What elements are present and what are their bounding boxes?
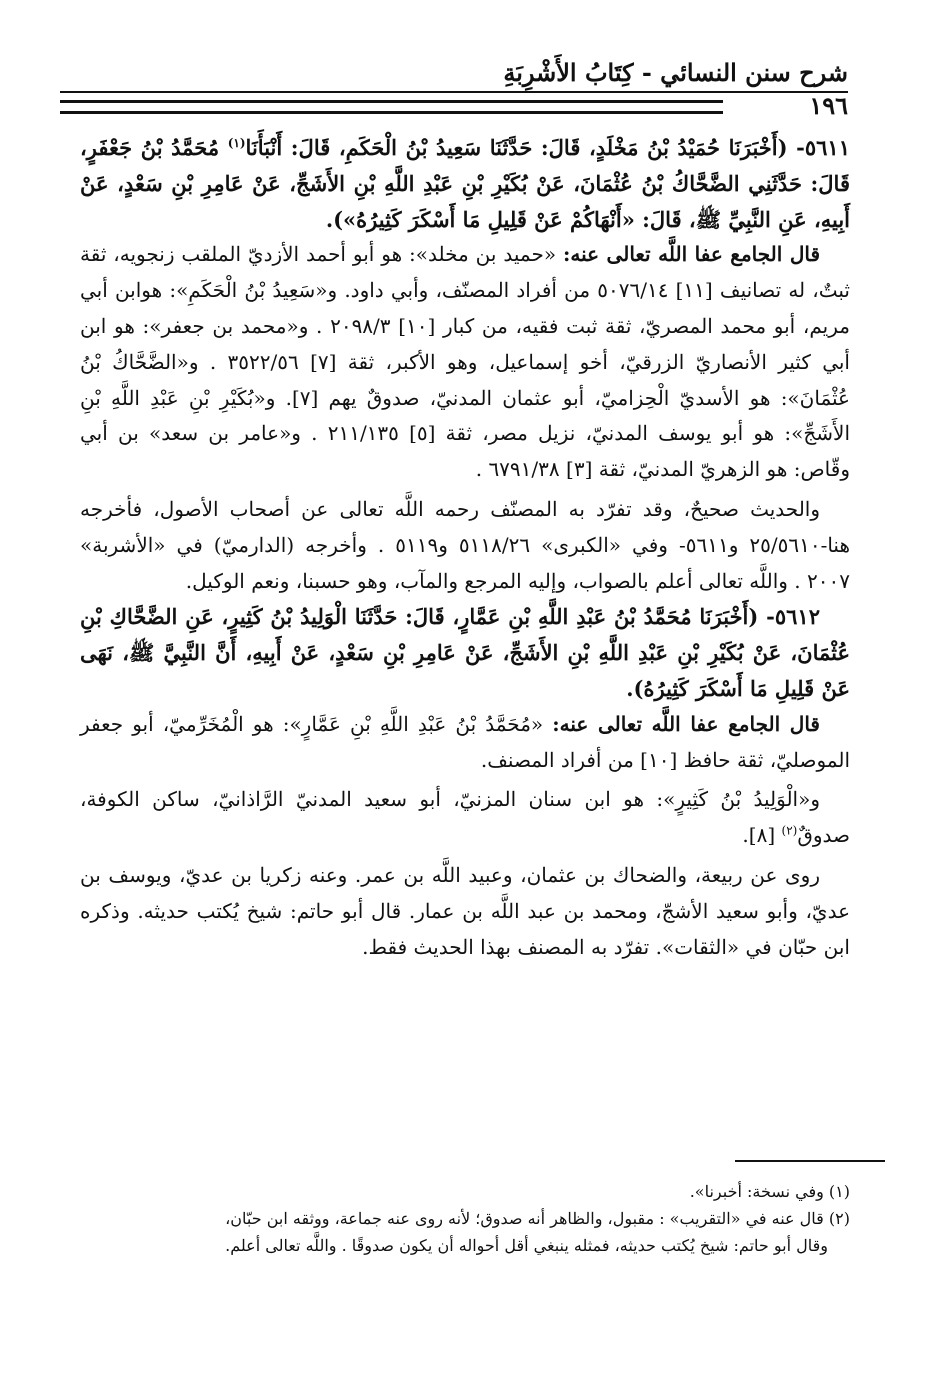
commentary-heading: قال الجامع عفا اللَّه تعالى عنه: bbox=[562, 242, 821, 267]
commentary-4-text-cont: [٨]. bbox=[742, 823, 782, 848]
commentary-paragraph-4 bbox=[80, 782, 850, 854]
header-rule bbox=[60, 91, 848, 93]
footnote-separator bbox=[735, 1160, 885, 1162]
commentary-paragraph-2: والحديث صحيحٌ، وقد تفرّد به المصنّف رحمه اللَّه تعالى عن أصحاب الأصول، فأخرجه هنا-٢٥/٥٦١٠ و٥٦١١- وفي «الكبرى» ٥١١٨/٢٦ و٥١١٩ . وأخرجه (الدارميّ) في «الأشربة» ٢٠٠٧ . واللَّه تعالى أعلم بالصواب، وإليه المرجع والمآب، وهو حسبنا، ونعم الوكيل. bbox=[80, 496, 851, 593]
commentary-4-text: و«الْوَلِيدُ بْنُ كَثِيرٍ»: هو ابن سنان المزنيّ، أبو سعيد المدنيّ الرَّاذانيّ، ساكن الكوفة، صدوقٌ bbox=[80, 787, 850, 848]
commentary-paragraph-3 bbox=[80, 707, 850, 779]
footnote-1: (١) وفي نسخة: أخبرنا». bbox=[689, 1182, 850, 1201]
commentary-paragraph-1 bbox=[80, 237, 850, 488]
hadith-5611-text: ٥٦١١- (أَخْبَرَنَا حُمَيْدُ بْنُ مَخْلَدٍ، قَالَ: حَدَّثَنَا سَعِيدُ بْنُ الْحَكَمِ، قَالَ: أَنْبَأَنَا bbox=[245, 135, 850, 160]
commentary-1-text: «حميد بن مخلد»: هو أبو أحمد الأزديّ الملقب زنجويه، ثقة ثبتٌ، له تصانيف [١١] ٥٠٧٦/١٤ من أفراد المصنّف، وأبي داود. و«سَعِيدُ بْنُ الْحَكَمِ»: هوابن أبي مريم، أبو محمد المصريّ، ثقة ثبت فقيه، من كبار [١٠] ٢٠٩٨/٣ . و«محمد بن جعفر»: هو ابن أبي كثير الأنصاريّ الزرقيّ، أخو إسماعيل، وهو الأكبر، ثقة [٧] ٣٥٢٢/٥٦ . و«الضَّحَّاكُ بْنُ عُثْمَانَ»: هو الأسديّ الْحِزاميّ، أبو عثمان المدنيّ، صدوقٌ يهم [٧]. و«بُكَيْرِ بْنِ عَبْدِ اللَّهِ بْنِ الأَشَجِّ»: هو أبو يوسف المدنيّ، نزيل مصر، ثقة [٥] ٢١١/١٣٥ . و«عامر بن سعد» بن أبي وقّاص: هو الزهريّ المدنيّ، ثقة [٣] ٦٧٩١/٣٨ . bbox=[80, 242, 850, 482]
commentary-heading-2: قال الجامع عفا اللَّه تعالى عنه: bbox=[552, 711, 820, 736]
commentary-3-text: «مُحَمَّدُ بْنُ عَبْدِ اللَّهِ بْنِ عَمَّارٍ»: هو الْمُخَرِّميّ، أبو جعفر الموصليّ، ثقة حافظ [١٠] من أفراد المصنف. bbox=[80, 711, 850, 772]
running-title: شرح سنن النسائي - كِتَابُ الأَشْرِبَةِ bbox=[503, 58, 848, 87]
page-number: ١٩٦ bbox=[809, 91, 848, 120]
footnote-mark-2[interactable]: (٢) bbox=[781, 823, 798, 838]
footnote-2-cont: وقال أبو حاتم: شيخ يُكتب حديثه، فمثله ينبغي أقل أحواله أن يكون صدوقًا . واللَّه تعالى أعلم. bbox=[225, 1236, 828, 1255]
hadith-5611 bbox=[80, 130, 850, 237]
hadith-5612: ٥٦١٢- (أَخْبَرَنَا مُحَمَّدُ بْنُ عَبْدِ اللَّهِ بْنِ عَمَّارٍ، قَالَ: حَدَّثَنَا الْوَلِيدُ بْنُ كَثِيرٍ، عَنِ الضَّحَّاكِ بْنِ عُثْمَانَ، عَنْ بُكَيْرِ بْنِ عَبْدِ اللَّهِ بْنِ الأَشَجِّ، عَنْ عَامِرِ بْنِ سَعْدٍ، عَنْ أَبِيهِ، أَنَّ النَّبِيَّ ﷺ، نَهَى عَنْ قَلِيلِ مَا أَسْكَرَ كَثِيرُهُ). bbox=[80, 604, 850, 701]
footnote-2: (٢) قال عنه في «التقريب» : مقبول، والظاهر أنه صدوق؛ لأنه روى عنه جماعة، ووثقه ابن حبّان، bbox=[225, 1209, 850, 1228]
footnotes bbox=[80, 1178, 850, 1259]
commentary-paragraph-5: روى عن ربيعة، والضحاك بن عثمان، وعبيد اللَّه بن عمر. وعنه زكريا بن عديّ، ويوسف بن عديّ، وأبو سعيد الأشجّ، ومحمد بن عبد اللَّه بن عمار. قال أبو حاتم: شيخ يُكتب حديثه. وذكره ابن حبّان في «الثقات». تفرّد به المصنف بهذا الحديث فقط. bbox=[80, 862, 850, 959]
hadith-5611-text-cont: مُحَمَّدُ بْنُ جَعْفَرٍ، قَالَ: حَدَّثَنِي الضَّحَّاكُ بْنُ عُثْمَانَ، عَنْ بُكَيْرِ بْنِ عَبْدِ اللَّهِ بْنِ الأَشَجِّ، عَنْ عَامِرِ بْنِ سَعْدٍ، عَنْ أَبِيهِ، عَنِ النَّبِيِّ ﷺ، قَالَ: «أَنْهَاكُمْ عَنْ قَلِيلِ مَا أَسْكَرَ كَثِيرُهُ»). bbox=[80, 135, 850, 232]
page-number-rule bbox=[60, 100, 723, 114]
footnote-mark-1[interactable]: (١) bbox=[227, 136, 246, 150]
main-text bbox=[80, 130, 850, 965]
